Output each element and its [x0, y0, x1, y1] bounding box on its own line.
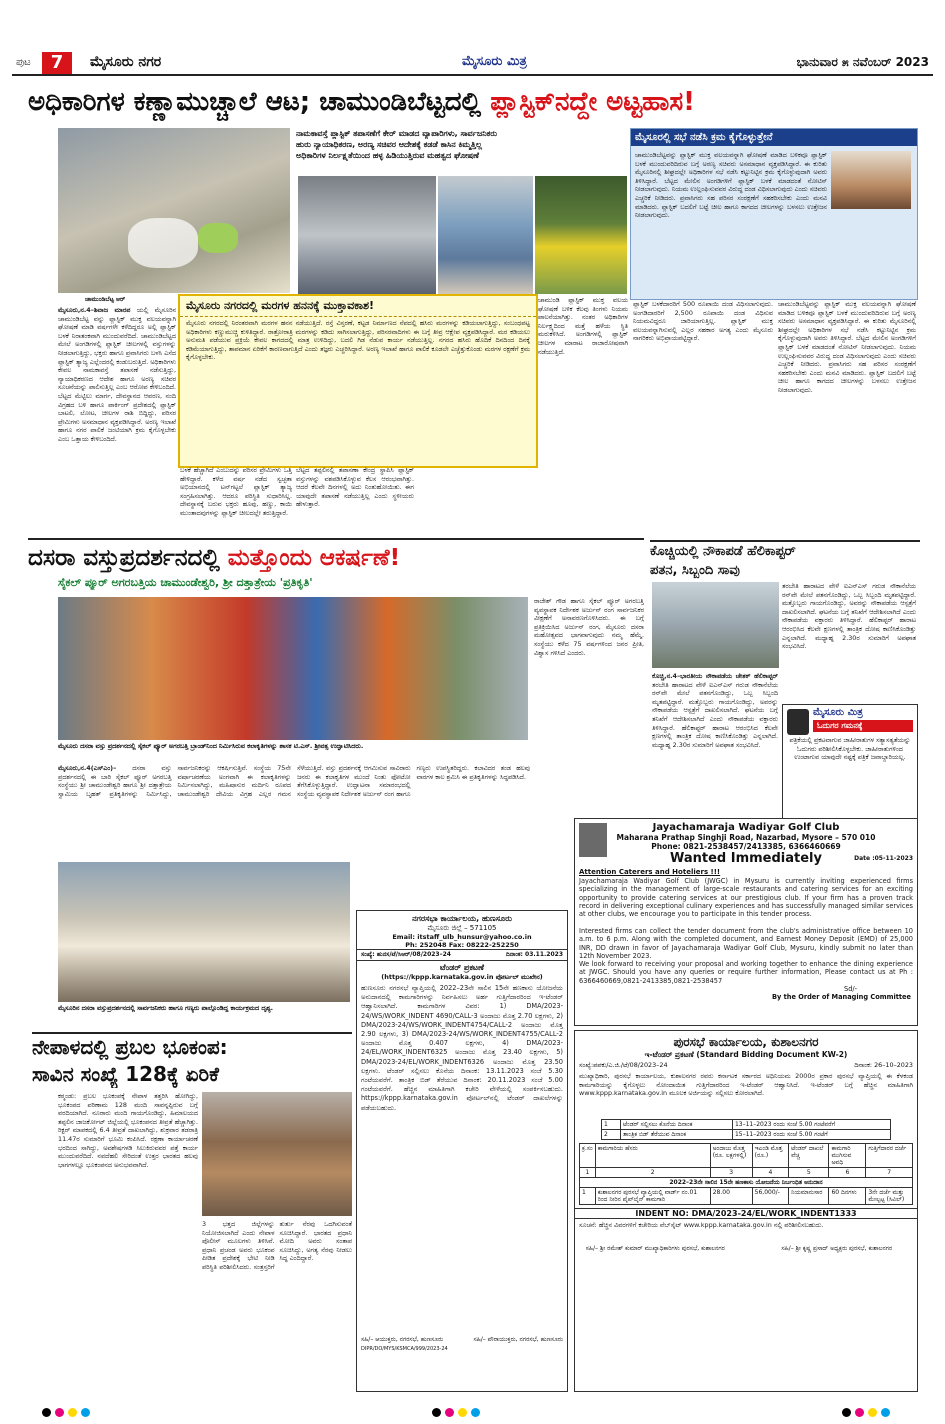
top-headline-part2: ಪ್ಲಾಸ್ಟಿಕ್‌ನದ್ದೇ ಅಟ್ಟಹಾಸ!: [490, 87, 696, 117]
schedule-label: ತಾಂತ್ರಿಕ ಬಿಡ್ ತೆರೆಯುವ ದಿನಾಂಕ: [621, 1130, 733, 1140]
golf-sd: Sd/-: [844, 985, 857, 993]
plastic-waste-photo: [58, 128, 290, 293]
hunsur-district: ಮೈಸೂರು ಜಿಲ್ಲೆ – 571105: [427, 924, 497, 932]
registration-dot-icon: [881, 1408, 890, 1417]
registration-dot-icon: [81, 1408, 90, 1417]
schedule-value: 15–11–2023 ರಂದು ಸಂಜೆ 5.00 ಗಂಟೆಗೆ: [732, 1130, 890, 1140]
col-num: 2: [595, 1168, 710, 1178]
helicopter-headline-1: ಕೊಚ್ಚಿಯಲ್ಲಿ ನೌಕಾಪಡೆ ಹೆಲಿಕಾಪ್ಟರ್: [650, 544, 796, 559]
registration-dot-icon: [55, 1408, 64, 1417]
trees-box: [178, 294, 538, 468]
golf-body2: Interested firms can collect the tender document from the club's administrative office between 10 a.m. to 6 p.m. Along with the completed document, and Earnest Money Deposit (EMD) of 25,000 INR, DD drawn in favor of Jayachamaraja Wadiyar Golf Club, Mysuru, kindly submit no later than 12th November 2023.: [579, 927, 913, 960]
hunsur-sign-left: ಸಹಿ/– ಆಯುಕ್ತರು, ನಗರಸಭೆ, ಹುಣಸೂರು: [361, 1336, 444, 1343]
top-bullets: [296, 128, 626, 174]
registration-marks-left: [40, 1402, 92, 1421]
col-header: ಗುತ್ತಿಗೆದಾರರ ದರ್ಜೆ: [866, 1144, 913, 1168]
top-byline: ಮೈಸೂರು,ನ.4–ಶಿವಾಜ ಮಾರಪ: [58, 306, 131, 314]
schedule-no: 1: [602, 1120, 621, 1130]
page-label: ಪುಟ: [16, 57, 31, 68]
dasara-group-caption: ಮೈಸೂರಿನ ದಸರಾ ವಸ್ತುಪ್ರದರ್ಶನದಲ್ಲಿ ಸಾರ್ವಜನಿಕರು ಹಾಗೂ ಗಣ್ಯರು ಪಾಲ್ಗೊಂಡಿದ್ದ ಕಾರ್ಯಕ್ರಮದ ದೃಶ್ಯ.: [58, 1004, 274, 1012]
bullet-1: ನಾಮಕಾವಸ್ತೆ ಪ್ಲಾಸ್ಟಿಕ್ ತಪಾಸಣೆಗೆ ಕೇರ್ ಮಾಡದ ವ್ಯಾಪಾರಿಗಳು, ಸಾರ್ವಜನಿಕರು: [296, 129, 498, 138]
masthead: [12, 52, 933, 76]
col-num: 6: [829, 1168, 866, 1178]
kushal-footer-note: ಸೂಚನೆ: ಹೆಚ್ಚಿನ ವಿವರಗಳಿಗೆ ಕಚೇರಿಯ ವೆಬ್‌ಸೈಟ್ www.kppp.karnataka.gov.in ನಲ್ಲಿ ಪರಿಶೀಲಿಸಬಹುದು.: [579, 1221, 824, 1229]
table-num-row: [580, 1168, 913, 1178]
golf-club-name: Jayachamaraja Wadiyar Golf Club: [652, 822, 840, 833]
registration-dot-icon: [68, 1408, 77, 1417]
col-num: 7: [866, 1168, 913, 1178]
row-no: 1: [580, 1188, 596, 1205]
top-col-2: ಬಳಕೆ ಹೆಚ್ಚಾಗಿದೆ ಎಂಬುದನ್ನು ಪರಿಸರ ಪ್ರೇಮಿಗಳು ಒತ್ತಿ ಹೇಳಿದ್ದಾರೆ. ಕಳೆದ ವರ್ಷ ನಡೆದ ಸ್ವಚ್ಛತಾ ಅಭಿಯಾನದಲ್ಲಿ ಟನ್‌ಗಟ್ಟಲೆ ಪ್ಲಾಸ್ಟಿಕ್ ತ್ಯಾಜ್ಯ ಸಂಗ್ರಹಿಸಲಾಗಿತ್ತು. ಆದರೂ ಪರಿಸ್ಥಿತಿ ಸುಧಾರಿಸಿಲ್ಲ. ದೇವಸ್ಥಾನಕ್ಕೆ ಬರುವ ಭಕ್ತರು ಹೂವು, ಹಣ್ಣು, ಕಾಯಿ ಮುಂತಾದವುಗಳನ್ನು ಪ್ಲಾಸ್ಟಿಕ್ ಚೀಲದಲ್ಲೇ ತರುತ್ತಿದ್ದಾರೆ.: [180, 466, 292, 517]
hunsur-notice-title: ಟೆಂಡರ್ ಪ್ರಕಟಣೆ: [440, 963, 484, 972]
col-header: ಕ್ರ.ಸಂ: [580, 1144, 596, 1168]
registration-dot-icon: [855, 1408, 864, 1417]
reader-notice-brand: ಮೈಸೂರು ಮಿತ್ರ: [813, 707, 863, 718]
golf-address: Maharana Prathap Singhji Road, Nazarbad, Mysore – 570 010: [616, 833, 876, 842]
hunsur-sign-right: ಸಹಿ/– ಪೌರಾಯುಕ್ತರು, ನಗರಸಭೆ, ಹುಣಸೂರು: [473, 1336, 563, 1343]
helicopter-body-right: ತರಬೇತಿ ಹಾರಾಟದ ವೇಳೆ ಐಎನ್‌ಎಸ್ ಗರುಡ ನೌಕಾನೆಲೆಯ ರನ್‌ವೇ ಮೇಲೆ ಪತನಗೊಂಡಿದ್ದು, ಒಬ್ಬ ಸಿಬ್ಬಂದಿ ಮೃತಪಟ್ಟಿದ್ದಾರೆ. ಮತ್ತೊಬ್ಬರು ಗಾಯಗೊಂಡಿದ್ದು, ಅವರನ್ನು ನೌಕಾಪಡೆಯ ಆಸ್ಪತ್ರೆಗೆ ದಾಖಲಿಸಲಾಗಿದೆ. ಘಟನೆಯ ಬಗ್ಗೆ ತನಿಖೆಗೆ ಆದೇಶಿಸಲಾಗಿದೆ ಎಂದು ನೌಕಾಪಡೆಯ ವಕ್ತಾರರು ತಿಳಿಸಿದ್ದಾರೆ. ಹೆಲಿಕಾಪ್ಟರ್ ಹಾರಾಟ ಆರಂಭಿಸಿದ ಕೆಲವೇ ಕ್ಷಣಗಳಲ್ಲಿ ತಾಂತ್ರಿಕ ದೋಷ ಕಾಣಿಸಿಕೊಂಡಿತ್ತು ಎನ್ನಲಾಗಿದೆ. ಮಧ್ಯಾಹ್ನ 2.30ರ ಸುಮಾರಿಗೆ ಅಪಘಾತ ಸಂಭವಿಸಿದೆ.: [782, 582, 916, 651]
kushal-sign-right: ಸಹಿ/– ಶ್ರೀ ಕೃಷ್ಣ ಪ್ರಸಾದ್ ಅಧ್ಯಕ್ಷರು ಪುರಸಭೆ, ಕುಶಾಲನಗರ: [781, 1245, 893, 1252]
helicopter-byline: ಕೊಚ್ಚಿ,ನ.4–ಭಾರತೀಯ ನೌಕಾಪಡೆಯ ಚೇತಕ್ ಹೆಲಿಕಾಪ್ಟರ್: [652, 672, 778, 680]
dasara-headline: [28, 538, 644, 576]
bullet-3: ಅಧಿಕಾರಿಗಳ ನಿರ್ಲಕ್ಷ್ಯತೆಯಿಂದ ಹಳ್ಳ ಹಿಡಿಯುತ್ತಿರುವ ಮಹತ್ವದ ಘೋಷಣೆ: [296, 151, 479, 160]
top-story-byline: [58, 306, 176, 531]
quake-headline-2: ಸಾವಿನ ಸಂಖ್ಯೆ 128ಕ್ಕೆ ಏರಿಕೆ: [32, 1062, 219, 1086]
reader-notice-title: ಓದುಗರ ಗಮನಕ್ಕೆ: [813, 720, 913, 732]
kushal-office: ಪುರಸಭೆ ಕಾರ್ಯಾಲಯ, ಕುಶಾಲನಗರ: [673, 1035, 819, 1049]
quake-body2: 3 ಭತ್ತದ ಜಿಲ್ಲೆಗಳನ್ನು ನಿಯೋಜಿಸಲಾಗಿದೆ ಎಂದು ನೇಪಾಳ ಪೊಲೀಸ್ ಮೂಲಗಳು ತಿಳಿಸಿವೆ. ಪ್ರಧಾನಿ ಪ್ರಚಂಡ ಅವರು ಭೂಕಂಪ ಪೀಡಿತ ಪ್ರದೇಶಕ್ಕೆ ಭೇಟಿ ನೀಡಿ ಪರಿಸ್ಥಿತಿ ಪರಿಶೀಲಿಸಿದರು. ಸಂತ್ರಸ್ತರಿಗೆ ತುರ್ತು ನೆರವು ಒದಗಿಸುವಂತೆ ಸೂಚಿಸಿದ್ದಾರೆ. ಭಾರತದ ಪ್ರಧಾನಿ ಮೋದಿ ಅವರು ಸಂತಾಪ ಸೂಚಿಸಿದ್ದು, ಅಗತ್ಯ ನೆರವು ನೀಡಲು ಸಿದ್ಧ ಎಂದಿದ್ದಾರೆ.: [202, 1220, 352, 1271]
top-col-5: ಪ್ಲಾಸ್ಟಿಕ್ ಬಳಕೆದಾರರಿಗೆ 500 ರೂಪಾಯಿ ದಂಡ ವಿಧಿಸಲಾಗುವುದು. ಅಂಗಡಿದಾರರಿಗೆ 2,500 ರೂಪಾಯಿ ದಂಡ ವಿಧಿಸುವ ನಿಯಮವಿದ್ದರೂ ಜಾರಿಯಾಗುತ್ತಿಲ್ಲ. ಪ್ಲಾಸ್ಟಿಕ್ ಮುಕ್ತ ವಲಯವನ್ನಾಗಿಸುವಲ್ಲಿ ಎಲ್ಲರ ಸಹಕಾರ ಅಗತ್ಯ ಎಂದು ಮೈಸೂರು ನಾಗರಿಕರು ಅಭಿಪ್ರಾಯಪಟ್ಟಿದ್ದಾರೆ.: [633, 300, 773, 343]
table-row: [602, 1120, 891, 1130]
table-row: [580, 1188, 913, 1205]
kushal-ref-date: ದಿನಾಂಕ: 26–10–2023: [854, 1061, 913, 1069]
col-header: ಇಎಂಡಿ ಮೊತ್ತ (ರೂ.): [752, 1144, 788, 1168]
hunsur-portal: (https://kppp.karnataka.gov.in ಪೋರ್ಟಲ್ ಮುಖೇನ): [381, 973, 543, 981]
golf-attention: Attention Caterers and Hoteliers !!!: [579, 868, 721, 876]
hunsur-tender: [356, 910, 568, 1392]
registration-marks-center: [430, 1402, 482, 1421]
registration-dot-icon: [868, 1408, 877, 1417]
kushal-sign-left: ಸಹಿ/– ಶ್ರೀ ರಮೇಶ್ ಕುಮಾರ್ ಮುಖ್ಯಾಧಿಕಾರಿಗಳು ಪುರಸಭೆ, ಕುಶಾಲನಗರ: [585, 1245, 725, 1252]
page-number: 7: [42, 52, 72, 74]
hunsur-body: ಹುಣಸೂರು ನಗರಸಭೆ ವ್ಯಾಪ್ತಿಯಲ್ಲಿ 2022–23ನೇ ಸಾಲಿನ 15ನೇ ಹಣಕಾಸು ಯೋಜನೆಯ ಅನುದಾನದಲ್ಲಿ ಕಾಮಗಾರಿಗಳನ್ನು ನಿರ್ವಹಿಸಲು ಅರ್ಹ ಗುತ್ತಿಗೆದಾರರಿಂದ ಇ-ಟೆಂಡರ್ ಆಹ್ವಾನಿಸಲಾಗಿದೆ. ಕಾಮಗಾರಿಗಳ ವಿವರ: 1) DMA/2023-24/WS/WORK_INDENT 4690/CALL-3 ಅಂದಾಜು ಮೊತ್ತ 2.70 ಲಕ್ಷಗಳು, 2) DMA/2023-24/WS/WORK_INDENT4754/CALL-2 ಅಂದಾಜು ಮೊತ್ತ 2.90 ಲಕ್ಷಗಳು, 3) DMA/2023-24/WS/WORK_INDENT4755/CALL-2 ಅಂದಾಜು ಮೊತ್ತ 0.407 ಲಕ್ಷಗಳು, 4) DMA/2023-24/EL/WORK_INDENT6325 ಅಂದಾಜು ಮೊತ್ತ 23.40 ಲಕ್ಷಗಳು, 5) DMA/2023-24/EL/WORK_INDENT6326 ಅಂದಾಜು ಮೊತ್ತ 23.50 ಲಕ್ಷಗಳು. ಟೆಂಡರ್ ಸಲ್ಲಿಸಲು ಕೊನೆಯ ದಿನಾಂಕ: 13.11.2023 ಸಂಜೆ 5.30 ಗಂಟೆಯವರೆಗೆ. ತಾಂತ್ರಿಕ ಬಿಡ್ ತೆರೆಯುವ ದಿನಾಂಕ: 20.11.2023 ಸಂಜೆ 5.00 ಗಂಟೆಯವರೆಗೆ. ಹೆಚ್ಚಿನ ಮಾಹಿತಿಗಾಗಿ ಕಚೇರಿ ವೇಳೆಯಲ್ಲಿ ಸಂಪರ್ಕಿಸಬಹುದು. https://kppp.karnataka.gov.in ಪೋರ್ಟಲ್‌ನಲ್ಲಿ ಟೆಂಡರ್ ದಾಖಲೆಗಳನ್ನು ಪಡೆಯಬಹುದು.: [361, 984, 563, 1112]
row-amount: 28.00: [710, 1188, 752, 1205]
dasara-body: [58, 764, 530, 858]
minister-photo: [831, 151, 911, 209]
registration-marks-right: [840, 1402, 892, 1421]
kushal-notice: ಇ-ಟೆಂಡರ್ ಪ್ರಕಟಣೆ (Standard Bidding Document KW-2): [644, 1050, 848, 1059]
col-num: 1: [580, 1168, 596, 1178]
dasara-byline: ಮೈಸೂರು,ನ.4(ಎಸ್‌ಎಂ)–: [58, 764, 117, 772]
hunsur-office: ನಗರಸಭಾ ಕಾರ್ಯಾಲಯ, ಹುಣಸೂರು: [412, 914, 512, 923]
col-num: 4: [752, 1168, 788, 1178]
helicopter-body-text: ತರಬೇತಿ ಹಾರಾಟದ ವೇಳೆ ಐಎನ್‌ಎಸ್ ಗರುಡ ನೌಕಾನೆಲೆಯ ರನ್‌ವೇ ಮೇಲೆ ಪತನಗೊಂಡಿದ್ದು, ಒಬ್ಬ ಸಿಬ್ಬಂದಿ ಮೃತಪಟ್ಟಿದ್ದಾರೆ. ಮತ್ತೊಬ್ಬರು ಗಾಯಗೊಂಡಿದ್ದು, ಅವರನ್ನು ನೌಕಾಪಡೆಯ ಆಸ್ಪತ್ರೆಗೆ ದಾಖಲಿಸಲಾಗಿದೆ. ಘಟನೆಯ ಬಗ್ಗೆ ತನಿಖೆಗೆ ಆದೇಶಿಸಲಾಗಿದೆ ಎಂದು ನೌಕಾಪಡೆಯ ವಕ್ತಾರರು ತಿಳಿಸಿದ್ದಾರೆ. ಹೆಲಿಕಾಪ್ಟರ್ ಹಾರಾಟ ಆರಂಭಿಸಿದ ಕೆಲವೇ ಕ್ಷಣಗಳಲ್ಲಿ ತಾಂತ್ರಿಕ ದೋಷ ಕಾಣಿಸಿಕೊಂಡಿತ್ತು ಎನ್ನಲಾಗಿದೆ. ಮಧ್ಯಾಹ್ನ 2.30ರ ಸುಮಾರಿಗೆ ಅಪಘಾತ ಸಂಭವಿಸಿದೆ.: [652, 680, 778, 749]
golf-body: Jayachamaraja Wadiyar Golf Club (JWGC) in Mysuru is currently inviting experienced firms specializing in the management of large-scale restaurants and catering services for an exciting opportunity to provide catering services at our prestigious club. If your firm has a proven track record in delivering exceptional culinary experiences and has successfully managed similar services at other clubs, we encourage you to participate in this tender process.: [579, 877, 913, 919]
top-col-4: ಚಾಮುಂಡಿ ಪ್ಲಾಸ್ಟಿಕ್ ಮುಕ್ತ ವಲಯ ಘೋಷಣೆ ಬಳಿಕ ಕೆಲವು ತಿಂಗಳು ನಿಯಮ ಪಾಲನೆಯಾಗಿತ್ತು. ನಂತರ ಅಧಿಕಾರಿಗಳ ನಿರ್ಲಕ್ಷ್ಯದಿಂದ ಮತ್ತೆ ಹಳೆಯ ಸ್ಥಿತಿ ಮರುಕಳಿಸಿದೆ. ಅಂಗಡಿಗಳಲ್ಲಿ ಪ್ಲಾಸ್ಟಿಕ್ ಚೀಲಗಳ ಮಾರಾಟ ರಾಜಾರೋಷವಾಗಿ ನಡೆಯುತ್ತಿದೆ.: [538, 296, 628, 356]
row-period: 60 ದಿನಗಳು: [829, 1188, 866, 1205]
col-header: ಕಾಮಗಾರಿ ಮುಗಿಸುವ ಅವಧಿ: [829, 1144, 866, 1168]
top-story-body: ಯಲ್ಲಿ ಮೈಸೂರಿನ ಚಾಮುಂಡಿಬೆಟ್ಟ ವನ್ನು ಪ್ಲಾಸ್ಟಿಕ್ ಮುಕ್ತ ವಲಯವನ್ನಾಗಿ ಘೋಷಣೆ ಮಾಡಿ ವರ್ಷಗಳೇ ಕಳೆದಿದ್ದರೂ ಅಲ್ಲಿ ಪ್ಲಾಸ್ಟಿಕ್ ಬಳಕೆ ನಿರಾತಂಕವಾಗಿ ಮುಂದುವರೆದಿದೆ. ಚಾಮುಂಡಿಬೆಟ್ಟದ ಮೇಲೆ ಅಂಗಡಿಗಳಲ್ಲಿ ಪ್ಲಾಸ್ಟಿಕ್ ಚೀಲಗಳಲ್ಲಿ ವಸ್ತುಗಳನ್ನು ನೀಡಲಾಗುತ್ತಿದ್ದು, ಭಕ್ತರು ಹಾಗೂ ಪ್ರವಾಸಿಗರು ಬಳಸಿ ಎಸೆದ ಪ್ಲಾಸ್ಟಿಕ್ ತ್ಯಾಜ್ಯ ಎಲ್ಲೆಂದರಲ್ಲಿ ಕಂಡುಬರುತ್ತಿದೆ. ಅಧಿಕಾರಿಗಳು ಕೇವಲ ನಾಮಕಾವಸ್ತೆ ತಪಾಸಣೆ ನಡೆಸುತ್ತಿದ್ದು, ನ್ಯಾಯಾಧಿಕರಣದ ಆದೇಶ ಹಾಗೂ ಅರಣ್ಯ ಸಚಿವರ ಸೂಚನೆಯನ್ನು ಪಾಲಿಸುತ್ತಿಲ್ಲ ಎಂಬ ಆರೋಪ ಕೇಳಿಬಂದಿದೆ. ಬೆಟ್ಟದ ಮೆಟ್ಟಿಲು ಮಾರ್ಗ, ದೇವಸ್ಥಾನದ ಆವರಣ, ನಂದಿ ವಿಗ್ರಹದ ಬಳಿ ಹಾಗೂ ಪಾರ್ಕಿಂಗ್ ಪ್ರದೇಶದಲ್ಲಿ ಪ್ಲಾಸ್ಟಿಕ್ ಬಾಟಲಿ, ಲೋಟ, ಚೀಲಗಳ ರಾಶಿ ಬಿದ್ದಿದ್ದು, ಪರಿಸರ ಪ್ರೇಮಿಗಳು ಅಸಮಾಧಾನ ವ್ಯಕ್ತಪಡಿಸಿದ್ದಾರೆ. ಅರಣ್ಯ ಇಲಾಖೆ ಹಾಗೂ ನಗರ ಪಾಲಿಕೆ ಜಂಟಿಯಾಗಿ ಕ್ರಮ ಕೈಗೊಳ್ಳಬೇಕು ಎಂಬ ಒತ್ತಾಯ ಕೇಳಿಬಂದಿದೆ.: [58, 306, 176, 443]
kushal-body: ಮುಖ್ಯಾಧಿಕಾರಿ, ಪುರಸಭೆ ಕಾರ್ಯಾಲಯ, ಕುಶಾಲನಗರ ರವರು ಕರ್ನಾಟಕ ಸರ್ಕಾರದ ಅಧಿನಿಯಮ 2000ರ ಪ್ರಕಾರ ಪುರಸಭೆ ವ್ಯಾಪ್ತಿಯಲ್ಲಿ ಈ ಕೆಳಕಂಡ ಕಾಮಗಾರಿಯನ್ನು ಕೈಗೊಳ್ಳಲು ನೋಂದಾಯಿತ ಗುತ್ತಿಗೆದಾರರಿಂದ ಇ-ಟೆಂಡರ್ ಆಹ್ವಾನಿಸಿದೆ. ಇ-ಟೆಂಡರ್ ಬಗ್ಗೆ ಹೆಚ್ಚಿನ ಮಾಹಿತಿಗಾಗಿ www.kppp.karnataka.gov.in ಮೂಲಕ ಅರ್ಜಿಯನ್ನು ಸಲ್ಲಿಸಲು ಕೋರಲಾಗಿದೆ.: [579, 1072, 913, 1098]
bullet-2: ಹುರು ನ್ಯಾಯಾಧಿಕರಣ, ಅರಣ್ಯ ಸಚಿವರ ಆದೇಶಕ್ಕೆ ಕಡಡೆ ಕಾಸಿನ ಕಿಮ್ಮತ್ತಿಲ್ಲ: [296, 140, 482, 149]
golf-phone: Phone: 0821-2538457/2413385, 6366460669: [651, 842, 841, 851]
sidebar-story: [630, 128, 918, 300]
trees-box-title: ಮೈಸೂರು ನಗರದಲ್ಲಿ ಮರಗಳ ಹನನಕ್ಕೆ ಮುಕ್ತಾವಕಾಶ!: [180, 296, 536, 317]
kushal-indent: INDENT NO: DMA/2023-24/EL/WORK_INDENT1333: [575, 1208, 917, 1219]
hunsur-code: DIPR/DO/MYS/KSMCA/999/2023-24: [361, 1346, 448, 1352]
dasara-body-text: ದಸರಾ ವಸ್ತು ಪ್ರದರ್ಶನದಲ್ಲಿ ಈ ಬಾರಿ ಸೈಕಲ್ ಪ್ಯೂರ್ ಅಗರಬತ್ತಿ ಸಂಸ್ಥೆಯು ಶ್ರೀ ಚಾಮುಂಡೇಶ್ವರಿ ಹಾಗೂ ಶ್ರೀ ದತ್ತಾತ್ರೇಯ ಸ್ವಾಮಿಯ ಬೃಹತ್ ಪ್ರತಿಕೃತಿಗಳನ್ನು ನಿರ್ಮಿಸಿದ್ದು, ಸಾರ್ವಜನಿಕರನ್ನು ಆಕರ್ಷಿಸುತ್ತಿವೆ. ಸಂಸ್ಥೆಯ 75ನೇ ವರ್ಷಾಚರಣೆಯ ಅಂಗವಾಗಿ ಈ ಕಲಾಕೃತಿಗಳನ್ನು ನಿರ್ಮಿಸಲಾಗಿದ್ದು, ಮಹಿಷಾಸುರ ಮರ್ದಿನಿ ರೂಪದ ಚಾಮುಂಡೇಶ್ವರಿ ದೇವಿಯ ವಿಗ್ರಹ ಎಲ್ಲರ ಗಮನ ಸೆಳೆಯುತ್ತಿದೆ. ವಸ್ತು ಪ್ರದರ್ಶನಕ್ಕೆ ಆಗಮಿಸುವ ಸಾವಿರಾರು ಜನರು ಈ ಕಲಾಕೃತಿಗಳ ಮುಂದೆ ನಿಂತು ಫೋಟೋ ತೆಗೆಸಿಕೊಳ್ಳುತ್ತಿದ್ದಾರೆ. ಉದ್ಘಾಟನಾ ಸಮಾರಂಭದಲ್ಲಿ ಸಂಸ್ಥೆಯ ವ್ಯವಸ್ಥಾಪಕ ನಿರ್ದೇಶಕ ಅರ್ಜುನ್ ರಂಗ ಹಾಗೂ ಗಣ್ಯರು ಉಪಸ್ಥಿತರಿದ್ದರು. ಕಲಾವಿದರ ತಂಡ ಹಲವು ವಾರಗಳ ಕಾಲ ಶ್ರಮಿಸಿ ಈ ಪ್ರತಿಕೃತಿಗಳನ್ನು ಸಿದ್ಧಪಡಿಸಿದೆ.: [58, 764, 530, 798]
paper-name: ಮೈಸೂರು ಮಿತ್ರ: [462, 54, 527, 69]
top-headline: [28, 80, 918, 124]
page-number-badge: [12, 52, 82, 74]
golf-club-ad: [574, 818, 918, 1026]
golf-order: By the Order of Managing Committee: [772, 993, 911, 1001]
registration-dot-icon: [842, 1408, 851, 1417]
dasara-headline-part1: ದಸರಾ ವಸ್ತುಪ್ರದರ್ಶನದಲ್ಲಿ: [28, 545, 228, 571]
dasara-group-photo: [58, 862, 350, 1002]
golf-date: Date :05-11-2023: [854, 855, 913, 862]
golf-wanted: Wanted Immediately: [669, 851, 822, 866]
trees-box-body: ಮೈಸೂರು ನಗರದಲ್ಲಿ ನಿರಂತರವಾಗಿ ಮರಗಳ ಹನನ ನಡೆಯುತ್ತಿದೆ. ರಸ್ತೆ ವಿಸ್ತರಣೆ, ಕಟ್ಟಡ ನಿರ್ಮಾಣದ ನೆಪದಲ್ಲಿ ಹಸಿರು ಮರಗಳನ್ನು ಕಡಿಯಲಾಗುತ್ತಿದ್ದು, ಸಂಬಂಧಪಟ್ಟ ಅಧಿಕಾರಿಗಳು ಕಣ್ಣುಮುಚ್ಚಿ ಕುಳಿತಿದ್ದಾರೆ. ರಾತ್ರೋರಾತ್ರಿ ಮರಗಳನ್ನು ಕಡಿದು ಸಾಗಿಸಲಾಗುತ್ತಿದ್ದು, ಪರಿಸರವಾದಿಗಳು ಈ ಬಗ್ಗೆ ತೀವ್ರ ಆಕ್ಷೇಪ ವ್ಯಕ್ತಪಡಿಸಿದ್ದಾರೆ. ಮರ ಕಡಿಯಲು ಅನುಮತಿ ಪಡೆಯುವ ಪ್ರಕ್ರಿಯೆ ಕೇವಲ ಕಾಗದದಲ್ಲಿ ಮಾತ್ರ ಉಳಿದಿದ್ದು, ಬದಲಿ ಗಿಡ ನೆಡುವ ಕಾರ್ಯ ನಡೆಯುತ್ತಿಲ್ಲ. ನಗರದ ಹಸಿರು ಹೊದಿಕೆ ದಿನದಿಂದ ದಿನಕ್ಕೆ ಕಡಿಮೆಯಾಗುತ್ತಿದ್ದು, ತಾಪಮಾನ ಏರಿಕೆಗೆ ಕಾರಣವಾಗುತ್ತಿದೆ ಎಂದು ತಜ್ಞರು ಎಚ್ಚರಿಸಿದ್ದಾರೆ. ಅರಣ್ಯ ಇಲಾಖೆ ಹಾಗೂ ಪಾಲಿಕೆ ಕೂಡಲೇ ಎಚ್ಚೆತ್ತುಕೊಂಡು ಮರಗಳ ರಕ್ಷಣೆಗೆ ಕ್ರಮ ಕೈಗೊಳ್ಳಬೇಕು.: [186, 319, 530, 362]
quake-headline: [32, 1032, 352, 1090]
kushalnagar-tender: [574, 1030, 918, 1392]
dasara-photo-caption: ಮೈಸೂರು ದಸರಾ ವಸ್ತು ಪ್ರದರ್ಶನದಲ್ಲಿ ಸೈಕಲ್ ಪ್ಯೂರ್ ಅಗರಬತ್ತಿ ಬ್ರಾಂಡ್‌ನಿಂದ ನಿರ್ಮಿಸಿರುವ ಕಲಾಕೃತಿಗಳನ್ನು ಶಾಸಕ ಟಿ.ಎಸ್. ಶ್ರೀವತ್ಸ ಉದ್ಘಾಟಿಸಿದರು.: [58, 742, 364, 750]
helicopter-headline: [650, 540, 920, 582]
quake-headline-1: ನೇಪಾಳದಲ್ಲಿ ಪ್ರಬಲ ಭೂಕಂಪ:: [32, 1035, 228, 1059]
dasara-subheadline: ಸೈಕಲ್ ಪ್ಯೂರ್ ಅಗರಬತ್ತಿಯ ಚಾಮುಂಡೇಶ್ವರಿ, ಶ್ರೀ ದತ್ತಾತ್ರೇಯ 'ಪ್ರತಿಕೃತಿ': [58, 576, 313, 589]
registration-dot-icon: [432, 1408, 441, 1417]
kushal-ref-no: ಸಂಖ್ಯೆ:ಪಪಕು/ಎ.ಜಿ./ಟೆ/08/2023–24: [579, 1061, 668, 1069]
schedule-no: 2: [602, 1130, 621, 1140]
schedule-label: ಟೆಂಡರ್ ಸಲ್ಲಿಸಲು ಕೊನೆಯ ದಿನಾಂಕ: [621, 1120, 733, 1130]
row-class: 3ನೇ ದರ್ಜೆ ಮತ್ತು ಮೇಲ್ಪಟ್ಟ (ಸಿವಿಲ್): [866, 1188, 913, 1205]
shop-photo-1: [298, 176, 436, 294]
shop-photo-2: [438, 176, 533, 294]
registration-dot-icon: [458, 1408, 467, 1417]
col-header: ಕಾಮಗಾರಿಯ ಹೆಸರು: [595, 1144, 710, 1168]
kushal-works-table: [579, 1143, 913, 1205]
registration-dot-icon: [445, 1408, 454, 1417]
hunsur-email: Email: itstaff_ulb_hunsur@yahoo.co.in: [392, 933, 532, 941]
issue-date: ಭಾನುವಾರ ೫ ನವೆಂಬರ್ 2023: [796, 55, 929, 69]
golf-body3: We look forward to receiving your proposal and working together to enhance the dining experience at JWGC. Should you have any queries or require further information, Please contact us at Ph : 6366460669,0821-2413385,0821-2538457: [579, 960, 913, 985]
quake-body: ಕಠ್ಮಂಡು: ಪ್ರಬಲ ಭೂಕಂಪಕ್ಕೆ ನೇಪಾಳ ತತ್ತರಿಸಿ ಹೋಗಿದ್ದು, ಭೂಕಂಪದ ಪರಿಣಾಮ 128 ಮಂದಿ ಸಾವನ್ನಪ್ಪಿರುವ ಬಗ್ಗೆ ವರದಿಯಾಗಿದೆ. ನೂರಾರು ಮಂದಿ ಗಾಯಗೊಂಡಿದ್ದು, ಹಿಮಾಲಯದ ತಪ್ಪಲಿನ ಜಾಜರ್ಕೋಟ್ ಜಿಲ್ಲೆಯಲ್ಲಿ ಭೂಕಂಪನದ ತೀವ್ರತೆ ಹೆಚ್ಚಾಗಿತ್ತು. ರಿಕ್ಟರ್ ಮಾಪಕದಲ್ಲಿ 6.4 ತೀವ್ರತೆ ದಾಖಲಾಗಿದ್ದು, ಶುಕ್ರವಾರ ತಡರಾತ್ರಿ 11.47ರ ಸುಮಾರಿಗೆ ಭೂಮಿ ಕಂಪಿಸಿದೆ. ರಕ್ಷಣಾ ಕಾರ್ಯಾಚರಣೆ ಭರದಿಂದ ಸಾಗಿದ್ದು, ಅವಶೇಷಗಳಡಿ ಸಿಲುಕಿರುವವರ ಪತ್ತೆ ಕಾರ್ಯ ಮುಂದುವರೆದಿದೆ. ನವದೆಹಲಿ ಸೇರಿದಂತೆ ಉತ್ತರ ಭಾರತದ ಹಲವು ಭಾಗಗಳಲ್ಲೂ ಭೂಕಂಪನದ ಅನುಭವವಾಗಿದೆ.: [58, 1092, 198, 1169]
row-emd: 56,000/-: [752, 1188, 788, 1205]
registration-dot-icon: [471, 1408, 480, 1417]
table-header-row: [580, 1144, 913, 1168]
row-fee: ನಿಯಮಾನುಸಾರ: [789, 1188, 829, 1205]
reader-notice-body: ಪತ್ರಿಕೆಯಲ್ಲಿ ಪ್ರಕಟವಾಗುವ ಜಾಹೀರಾತುಗಳ ಸತ್ಯಾಸತ್ಯತೆಯನ್ನು ಓದುಗರು ಪರಿಶೀಲಿಸಿಕೊಳ್ಳಬೇಕು. ಜಾಹೀರಾತುಗಳಿಂದ ಉಂಟಾಗುವ ಯಾವುದೇ ನಷ್ಟಕ್ಕೆ ಪತ್ರಿಕೆ ಜವಾಬ್ದಾರಿಯಲ್ಲ.: [789, 736, 911, 762]
kushal-schedule-table: [601, 1119, 891, 1140]
schedule-value: 13–11–2023 ರಂದು ಸಂಜೆ 5.00 ಗಂಟೆವರೆಗೆ: [732, 1120, 890, 1130]
quake-rubble-photo: [202, 1092, 352, 1216]
hunsur-phone: Ph: 252048 Fax: 08222-252250: [405, 941, 519, 949]
top-col-3: ಬೆಟ್ಟದ ತಪ್ಪಲಿನಲ್ಲಿ ತಪಾಸಣಾ ಕೇಂದ್ರ ಸ್ಥಾಪಿಸಿ ಪ್ಲಾಸ್ಟಿಕ್ ವಸ್ತುಗಳನ್ನು ವಶಪಡಿಸಿಕೊಳ್ಳುವ ಕೆಲಸ ಆರಂಭವಾಗಿತ್ತು. ಆದರೆ ಕೆಲವೇ ದಿನಗಳಲ್ಲಿ ಅದು ನಿಂತುಹೋಯಿತು. ಈಗ ಯಾವುದೇ ತಪಾಸಣೆ ನಡೆಯುತ್ತಿಲ್ಲ ಎಂದು ಸ್ಥಳೀಯರು ಹೇಳುತ್ತಾರೆ.: [296, 466, 414, 509]
registration-dot-icon: [42, 1408, 51, 1417]
section-title: ಮೈಸೂರು ನಗರ: [90, 54, 162, 70]
scheme-row: 2022–23ನೇ ಸಾಲಿನ 15ನೇ ಹಣಕಾಸು ಯೋಜನೆಯ ನಿರ್ಬಂಧಿತ ಅನುದಾನ: [580, 1178, 913, 1188]
top-headline-part1: ಅಧಿಕಾರಿಗಳ ಕಣ್ಣಾಮುಚ್ಚಾಲೆ ಆಟ; ಚಾಮುಂಡಿಬೆಟ್ಟದಲ್ಲಿ: [28, 87, 491, 117]
top-col-6: ಚಾಮುಂಡಿಬೆಟ್ಟವನ್ನು ಪ್ಲಾಸ್ಟಿಕ್ ಮುಕ್ತ ವಲಯವನ್ನಾಗಿ ಘೋಷಣೆ ಮಾಡಿದ ಬಳಿಕವೂ ಪ್ಲಾಸ್ಟಿಕ್ ಬಳಕೆ ಮುಂದುವರಿದಿರುವ ಬಗ್ಗೆ ಅರಣ್ಯ ಸಚಿವರು ಅಸಮಾಧಾನ ವ್ಯಕ್ತಪಡಿಸಿದ್ದಾರೆ. ಈ ಕುರಿತು ಮೈಸೂರಿನಲ್ಲಿ ಶೀಘ್ರದಲ್ಲೇ ಅಧಿಕಾರಿಗಳ ಸಭೆ ನಡೆಸಿ ಕಟ್ಟುನಿಟ್ಟಿನ ಕ್ರಮ ಕೈಗೊಳ್ಳುವುದಾಗಿ ಅವರು ತಿಳಿಸಿದ್ದಾರೆ. ಬೆಟ್ಟದ ಮೇಲಿನ ಅಂಗಡಿಗಳಿಗೆ ಪ್ಲಾಸ್ಟಿಕ್ ಬಳಕೆ ಮಾಡದಂತೆ ನೋಟಿಸ್ ನೀಡಲಾಗುವುದು. ನಿಯಮ ಉಲ್ಲಂಘಿಸುವವರ ವಿರುದ್ಧ ದಂಡ ವಿಧಿಸಲಾಗುವುದು ಎಂದು ಸಚಿವರು ಎಚ್ಚರಿಕೆ ನೀಡಿದರು. ಪ್ರವಾಸಿಗರು ಸಹ ಪರಿಸರ ಸಂರಕ್ಷಣೆಗೆ ಸಹಕರಿಸಬೇಕು ಎಂದು ಮನವಿ ಮಾಡಿದರು. ಪ್ಲಾಸ್ಟಿಕ್ ಬದಲಿಗೆ ಬಟ್ಟೆ ಚೀಲ ಹಾಗೂ ಕಾಗದದ ಚೀಲಗಳನ್ನು ಬಳಸಲು ಉತ್ತೇಜನ ನೀಡಲಾಗುವುದು.: [778, 300, 916, 394]
helicopter-photo: [652, 582, 779, 668]
col-header: ಅಂದಾಜು ಮೊತ್ತ (ರೂ. ಲಕ್ಷಗಳಲ್ಲಿ): [710, 1144, 752, 1168]
shop-photo-3: [535, 176, 627, 294]
emblem-icon: [787, 709, 809, 735]
hunsur-ref-no: ಸಂಖ್ಯೆ: ಹುನಸ/ಟೆ/ಸಿಆರ್/08/2023–24: [361, 951, 451, 958]
col-num: 3: [710, 1168, 752, 1178]
col-num: 5: [789, 1168, 829, 1178]
sidebar-body: ಚಾಮುಂಡಿಬೆಟ್ಟವನ್ನು ಪ್ಲಾಸ್ಟಿಕ್ ಮುಕ್ತ ವಲಯವನ್ನಾಗಿ ಘೋಷಣೆ ಮಾಡಿದ ಬಳಿಕವೂ ಪ್ಲಾಸ್ಟಿಕ್ ಬಳಕೆ ಮುಂದುವರಿದಿರುವ ಬಗ್ಗೆ ಅರಣ್ಯ ಸಚಿವರು ಅಸಮಾಧಾನ ವ್ಯಕ್ತಪಡಿಸಿದ್ದಾರೆ. ಈ ಕುರಿತು ಮೈಸೂರಿನಲ್ಲಿ ಶೀಘ್ರದಲ್ಲೇ ಅಧಿಕಾರಿಗಳ ಸಭೆ ನಡೆಸಿ ಕಟ್ಟುನಿಟ್ಟಿನ ಕ್ರಮ ಕೈಗೊಳ್ಳುವುದಾಗಿ ಅವರು ತಿಳಿಸಿದ್ದಾರೆ. ಬೆಟ್ಟದ ಮೇಲಿನ ಅಂಗಡಿಗಳಿಗೆ ಪ್ಲಾಸ್ಟಿಕ್ ಬಳಕೆ ಮಾಡದಂತೆ ನೋಟಿಸ್ ನೀಡಲಾಗುವುದು. ನಿಯಮ ಉಲ್ಲಂಘಿಸುವವರ ವಿರುದ್ಧ ದಂಡ ವಿಧಿಸಲಾಗುವುದು ಎಂದು ಸಚಿವರು ಎಚ್ಚರಿಕೆ ನೀಡಿದರು. ಪ್ರವಾಸಿಗರು ಸಹ ಪರಿಸರ ಸಂರಕ್ಷಣೆಗೆ ಸಹಕರಿಸಬೇಕು ಎಂದು ಮನವಿ ಮಾಡಿದರು. ಪ್ಲಾಸ್ಟಿಕ್ ಬದಲಿಗೆ ಬಟ್ಟೆ ಚೀಲ ಹಾಗೂ ಕಾಗದದ ಚೀಲಗಳನ್ನು ಬಳಸಲು ಉತ್ತೇಜನ ನೀಡಲಾಗುವುದು.: [635, 151, 827, 220]
col-header: ಟೆಂಡರ್ ದಾಖಲೆ ವೆಚ್ಚ: [789, 1144, 829, 1168]
photo-credit: ಚಾಮುಂಡಿಬೆಟ್ಟ ಆರ್: [85, 296, 126, 303]
dasara-headline-part2: ಮತ್ತೊಂದು ಆಕರ್ಷಣೆ!: [227, 545, 401, 571]
dasara-body2: ರಾಜೇಶ್ ಗೌಡ ಹಾಗೂ ಸೈಕಲ್ ಪ್ಯೂರ್ ಅಗರಬತ್ತಿ ವ್ಯವಸ್ಥಾಪಕ ನಿರ್ದೇಶಕ ಅರ್ಜುನ್ ರಂಗ ಸಾರ್ವಜನಿಕರ ವೀಕ್ಷಣೆಗೆ ಅನಾವರಣಗೊಳಿಸಿದರು. ಈ ಬಗ್ಗೆ ಪ್ರತಿಕ್ರಿಯಿಸಿದ ಅರ್ಜುನ್ ರಂಗ, ಮೈಸೂರು ದಸರಾ ಮಹೋತ್ಸವದ ಭಾಗವಾಗುವುದು ನಮ್ಮ ಹೆಮ್ಮೆ. ಸಂಸ್ಥೆಯು ಕಳೆದ 75 ವರ್ಷಗಳಿಂದ ಜನರ ಪ್ರೀತಿ, ವಿಶ್ವಾಸ ಗಳಿಸಿದೆ ಎಂದರು.: [534, 597, 644, 657]
hunsur-ref-date: ದಿನಾಂಕ: 03.11.2023: [505, 951, 563, 958]
dasara-idols-photo: [58, 597, 528, 740]
row-work: ಕುಶಾಲನಗರ ಪುರಸಭೆ ವ್ಯಾಪ್ತಿಯಲ್ಲಿ ವಾರ್ಡ್ ನಂ.01 ರಿಂದ ನೀರಿನ ಪೈಪ್‌ಲೈನ್ ಕಾಮಗಾರಿ: [595, 1188, 710, 1205]
table-row: [580, 1178, 913, 1188]
helicopter-headline-2: ಪತನ, ಸಿಬ್ಬಂದಿ ಸಾವು: [650, 563, 740, 578]
sidebar-headline: ಮೈಸೂರಲ್ಲಿ ಸಭೆ ನಡೆಸಿ ಕ್ರಮ ಕೈಗೊಳ್ಳುತ್ತೇನೆ: [631, 129, 917, 146]
table-row: [602, 1130, 891, 1140]
